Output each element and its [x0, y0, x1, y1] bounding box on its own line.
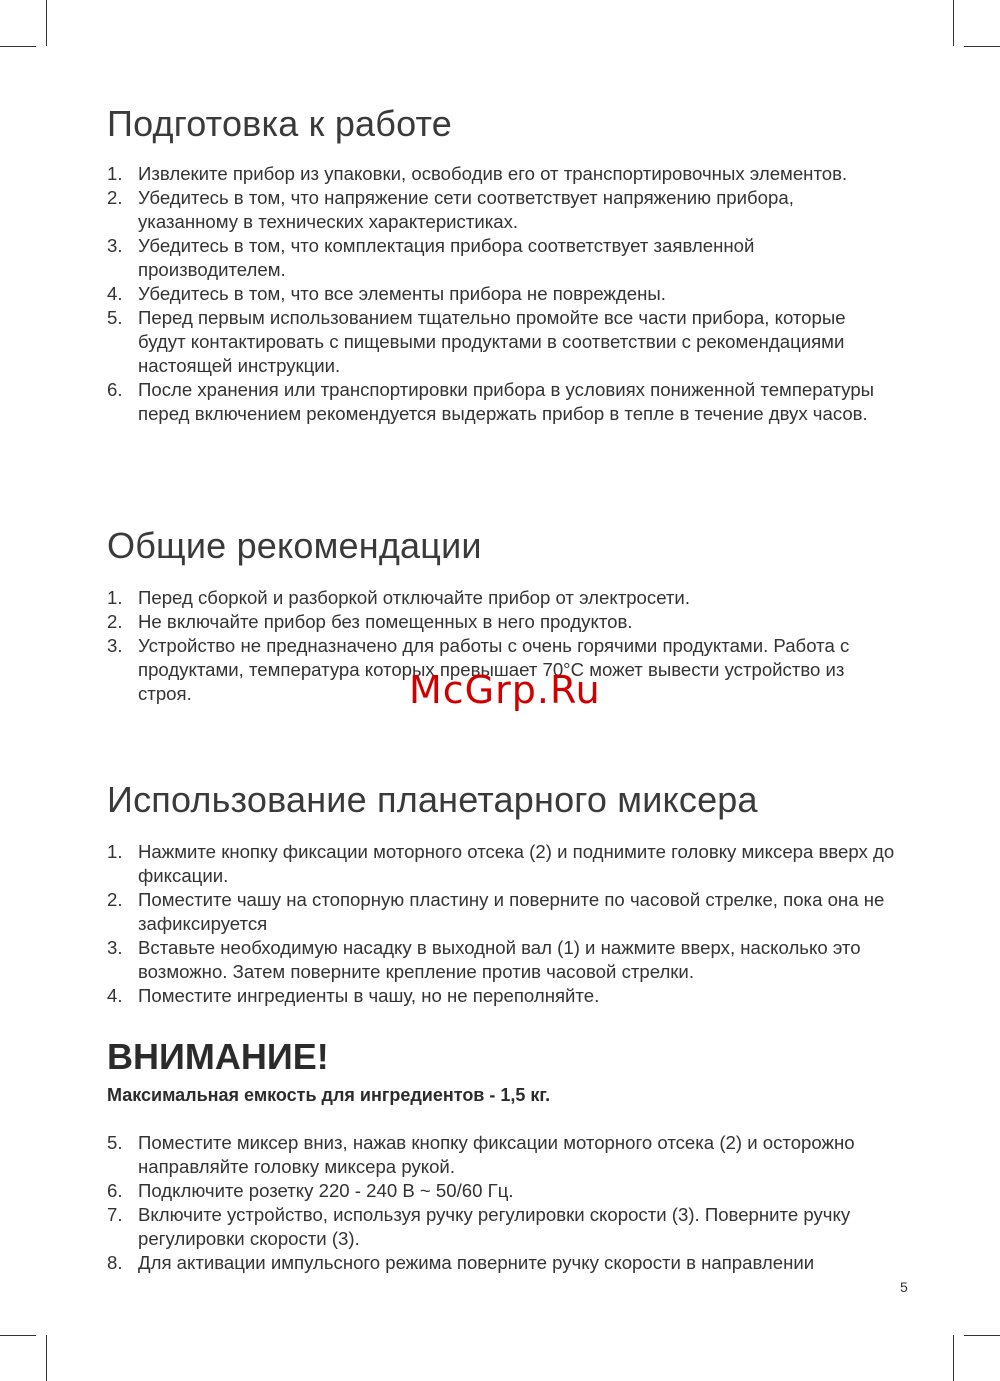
crop-mark — [46, 0, 47, 46]
list-item: 3. Устройство не предназначено для работы с очень горячими продуктами. Работа с продуктами, температура которых превышает 70°C может вывести устройство из строя. — [107, 635, 850, 704]
crop-mark — [0, 46, 36, 47]
warning-title: ВНИМАНИЕ! — [107, 1036, 329, 1077]
list-item: 1. Извлеките прибор из упаковки, освободив его от транспортировочных элементов. — [107, 163, 848, 184]
list-item: 5. Перед первым использованием тщательно промойте все части прибора, которые будут контактировать с пищевыми продуктами в соответствии с рекомендациями настоящей инструкции. — [107, 307, 846, 376]
section-title-general: Общие рекомендации — [107, 525, 482, 566]
list-item: 4. Убедитесь в том, что все элементы прибора не повреждены. — [107, 283, 666, 304]
list-item: 6. Подключите розетку 220 - 240 В ~ 50/60 Гц. — [107, 1180, 514, 1201]
list-item: 2. Убедитесь в том, что напряжение сети соответствует напряжению прибора, указанному в технических характеристиках. — [107, 187, 794, 232]
crop-mark — [0, 1335, 36, 1336]
list-item: 8. Для активации импульсного режима поверните ручку скорости в направлении — [107, 1252, 815, 1273]
list-item: 5. Поместите миксер вниз, нажав кнопку фиксации моторного отсека (2) и осторожно направляйте головку миксера рукой. — [107, 1132, 855, 1177]
list-item: 3. Вставьте необходимую насадку в выходной вал (1) и нажмите вверх, насколько это возможно. Затем поверните крепление против часовой стрелки. — [107, 937, 861, 982]
warning-text: Максимальная емкость для ингредиентов - 1,5 кг. — [107, 1085, 551, 1105]
usage-steps-continued — [107, 1131, 897, 1275]
preparation-steps — [107, 162, 897, 426]
list-item: 3. Убедитесь в том, что комплектация прибора соответствует заявленной производителем. — [107, 235, 755, 280]
section-title-preparation: Подготовка к работе — [107, 103, 453, 144]
crop-mark — [953, 1335, 954, 1381]
crop-mark — [953, 0, 954, 46]
list-item: 1. Перед сборкой и разборкой отключайте прибор от электросети. — [107, 587, 690, 608]
crop-mark — [964, 46, 1000, 47]
watermark: McGrp.Ru — [409, 668, 601, 712]
usage-steps — [107, 840, 897, 1008]
list-item: 4. Поместите ингредиенты в чашу, но не переполняйте. — [107, 985, 600, 1006]
list-item: 6. После хранения или транспортировки прибора в условиях пониженной температуры перед включением рекомендуется выдержать прибор в тепле в течение двух часов. — [107, 379, 875, 424]
list-item: 7. Включите устройство, используя ручку регулировки скорости (3). Поверните ручку регулировки скорости (3). — [107, 1204, 851, 1249]
page-number: 5 — [900, 1279, 908, 1295]
section-title-usage: Использование планетарного миксера — [107, 779, 758, 820]
list-item: 2. Поместите чашу на стопорную пластину и поверните по часовой стрелке, пока она не зафиксируется — [107, 889, 885, 934]
crop-mark — [964, 1335, 1000, 1336]
crop-mark — [46, 1335, 47, 1381]
list-item: 2. Не включайте прибор без помещенных в него продуктов. — [107, 611, 633, 632]
list-item: 1. Нажмите кнопку фиксации моторного отсека (2) и поднимите головку миксера вверх до фиксации. — [107, 841, 895, 886]
